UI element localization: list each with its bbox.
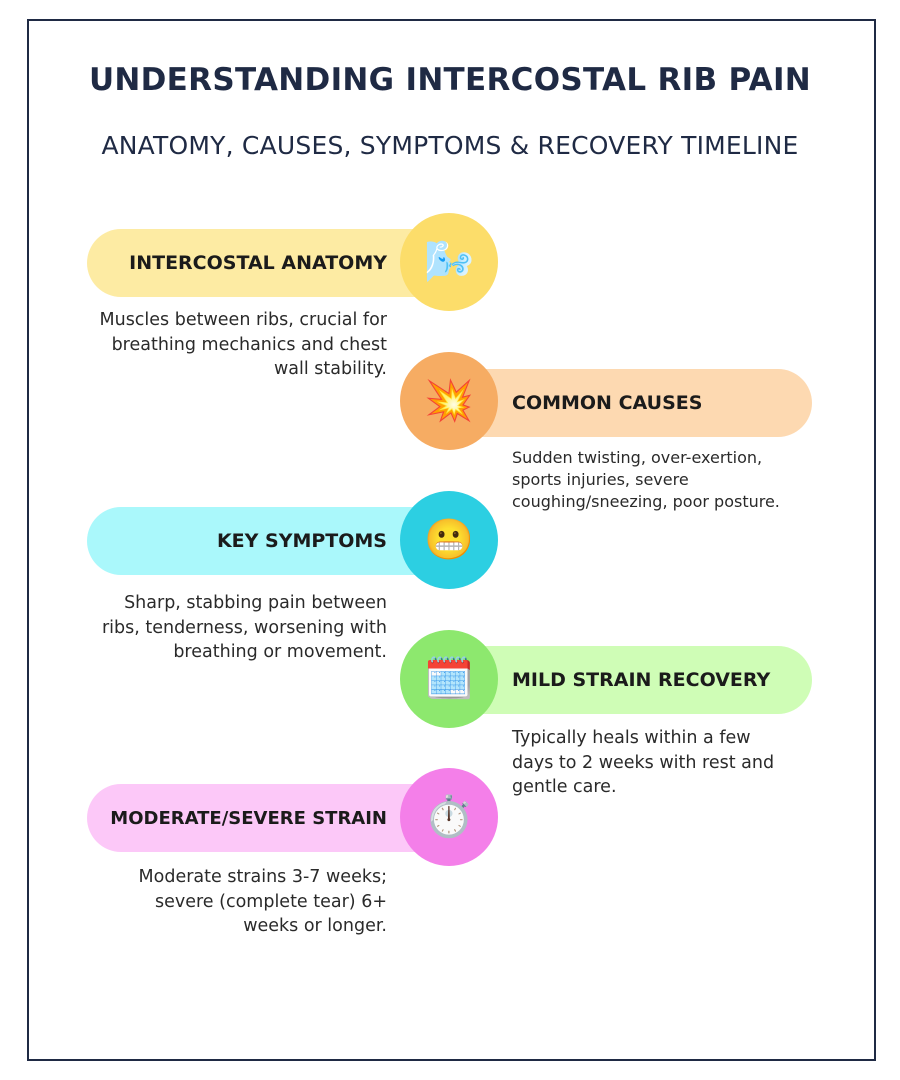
collision-icon: [400, 352, 498, 450]
grimacing-face-glyph: 😬: [424, 517, 474, 563]
face-exhaling-glyph: 🌬️: [424, 239, 474, 285]
stopwatch-glyph: ⏱️: [424, 794, 474, 840]
step-causes-description: Sudden twisting, over-exertion, sports injuries, severe coughing/sneezing, poor posture.: [512, 448, 780, 511]
stopwatch-icon: [400, 768, 498, 866]
step-mild-title: MILD STRAIN RECOVERY: [512, 669, 771, 691]
step-causes-title: COMMON CAUSES: [512, 392, 703, 414]
step-severe-title: MODERATE/SEVERE STRAIN: [110, 807, 387, 829]
step-symptoms-description: Sharp, stabbing pain between ribs, tenderness, worsening with breathing or movement.: [101, 593, 387, 662]
step-severe-description: Moderate strains 3-7 weeks; severe (complete tear) 6+ weeks or longer.: [138, 867, 387, 936]
collision-glyph: 💥: [424, 378, 474, 424]
step-causes-bar: [445, 369, 812, 437]
grimacing-face-icon: [400, 491, 498, 589]
page-title: UNDERSTANDING INTERCOSTAL RIB PAIN: [88, 62, 812, 98]
step-anatomy-title: INTERCOSTAL ANATOMY: [129, 252, 387, 274]
face-exhaling-icon: [400, 213, 498, 311]
page-subtitle: ANATOMY, CAUSES, SYMPTOMS & RECOVERY TIMELINE: [101, 131, 799, 160]
step-mild-bar: [445, 646, 812, 714]
calendar-glyph: 🗓️: [424, 656, 474, 702]
step-symptoms-title: KEY SYMPTOMS: [216, 530, 387, 552]
step-mild-description: Typically heals within a few days to 2 weeks with rest and gentle care.: [512, 728, 775, 797]
calendar-icon: [400, 630, 498, 728]
step-anatomy-description: Muscles between ribs, crucial for breathing mechanics and chest wall stability.: [99, 310, 387, 379]
